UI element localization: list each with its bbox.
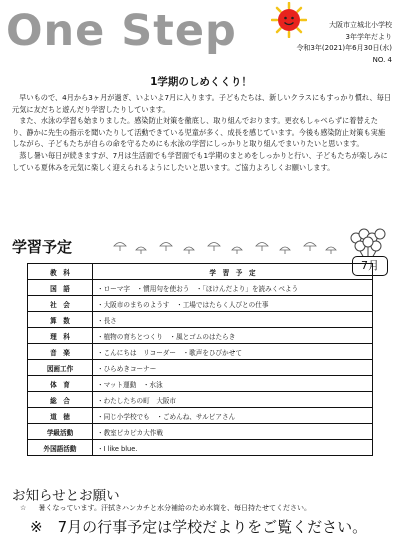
- plan-cell: ・I like blue.: [93, 440, 373, 456]
- subject-cell: 国 語: [28, 280, 93, 296]
- article-paragraph: また、水泳の学習も始まりました。感染防止対策を徹底し、取り組んでおります。更衣もしゃべらずに着替えたり、静かに先生の指示を聞いたりして活動できている児童が多く、成長を感じています。今後も感染防止対策も実施しながら、子どもたちが自らの命を守るためにも水泳の学習にしっかりと取り組んでまいりたいと思います。: [12, 116, 386, 149]
- school-info: [296, 20, 392, 66]
- school-name: 大阪市立城北小学校: [329, 21, 392, 29]
- subject-cell: 音 楽: [28, 344, 93, 360]
- plan-cell: ・わたしたちの町 大阪市: [93, 392, 373, 408]
- table-header-row: [28, 264, 373, 280]
- plan-cell: ・長さ: [93, 312, 373, 328]
- table-row: [28, 376, 373, 392]
- table-row: [28, 344, 373, 360]
- header-subject: 教 科: [28, 264, 93, 280]
- subject-cell: 社 会: [28, 296, 93, 312]
- issue-date: 令和3年(2021)年6月30日(水): [296, 44, 392, 52]
- events-schedule-note: ※ 7月の行事予定は学校だよりをご覧ください。: [30, 518, 368, 536]
- table-row: [28, 424, 373, 440]
- star-bullet-icon: ☆: [20, 504, 27, 512]
- table-row: [28, 360, 373, 376]
- plan-cell: ・こんにちは リコーダー ・歌声をひびかせて: [93, 344, 373, 360]
- subject-cell: 学級活動: [28, 424, 93, 440]
- subject-cell: 体 育: [28, 376, 93, 392]
- article-body: [12, 92, 392, 173]
- plan-cell: ・ローマ字 ・慣用句を使おう ・「ほけんだより」を読みくべよう: [93, 280, 373, 296]
- article-heading: 1学期のしめくくり！: [150, 76, 252, 88]
- table-row: [28, 312, 373, 328]
- subject-cell: 理 科: [28, 328, 93, 344]
- issue-number: NO. 4: [372, 55, 392, 64]
- table-row: [28, 296, 373, 312]
- subject-cell: 算 数: [28, 312, 93, 328]
- table-row: [28, 328, 373, 344]
- grade-label: 3年学年だより: [345, 32, 392, 41]
- schedule-section-title: 学習予定: [12, 238, 73, 256]
- plan-cell: ・大阪市のまちのようす ・工場ではたらく人びとの仕事: [93, 296, 373, 312]
- plan-cell: ・植物の育ちとつくり ・風とゴムのはたらき: [93, 328, 373, 344]
- study-schedule-table: [27, 263, 373, 456]
- mushroom-border-decoration: [110, 236, 340, 266]
- notice-text: 暑くなっています。汗拭きハンカチと水分補給のため水筒を、毎日持たせてください。: [38, 504, 311, 512]
- table-row: [28, 440, 373, 456]
- month-badge: 7月: [352, 256, 388, 276]
- subject-cell: 道 徳: [28, 408, 93, 424]
- notices-title: お知らせとお願い: [12, 488, 120, 504]
- plan-cell: ・同じ小学校でも ・ごめんね、サルビアさん: [93, 408, 373, 424]
- plan-cell: ・教室ピカピカ大作戦: [93, 424, 373, 440]
- table-row: [28, 392, 373, 408]
- subject-cell: 総 合: [28, 392, 93, 408]
- plan-cell: ・ひらめきコーナー: [93, 360, 373, 376]
- article-paragraph: 早いもので、4月から3ヶ月が過ぎ、いよいよ7月に入ります。子どもたちは、新しいクラスにもすっかり慣れ、毎日元気に友だちと遊んだり学習したりしています。: [12, 93, 392, 114]
- table-row: [28, 408, 373, 424]
- subject-cell: 図画工作: [28, 360, 93, 376]
- table-row: [28, 280, 373, 296]
- plan-cell: ・マット運動 ・水泳: [93, 376, 373, 392]
- header-plan: 学 習 予 定: [93, 264, 373, 280]
- newsletter-title: One Step: [6, 6, 237, 56]
- notice-item: [20, 503, 311, 513]
- article-paragraph: 蒸し暑い毎日が続きますが、7月は生活面でも学習面でも1学期のまとめをしっかりと行い、子どもたちが楽しみにしている夏休みを元気に楽しく迎えられるようにしたいと思います。ご協力よろしくお願いします。: [12, 150, 388, 172]
- subject-cell: 外国語活動: [28, 440, 93, 456]
